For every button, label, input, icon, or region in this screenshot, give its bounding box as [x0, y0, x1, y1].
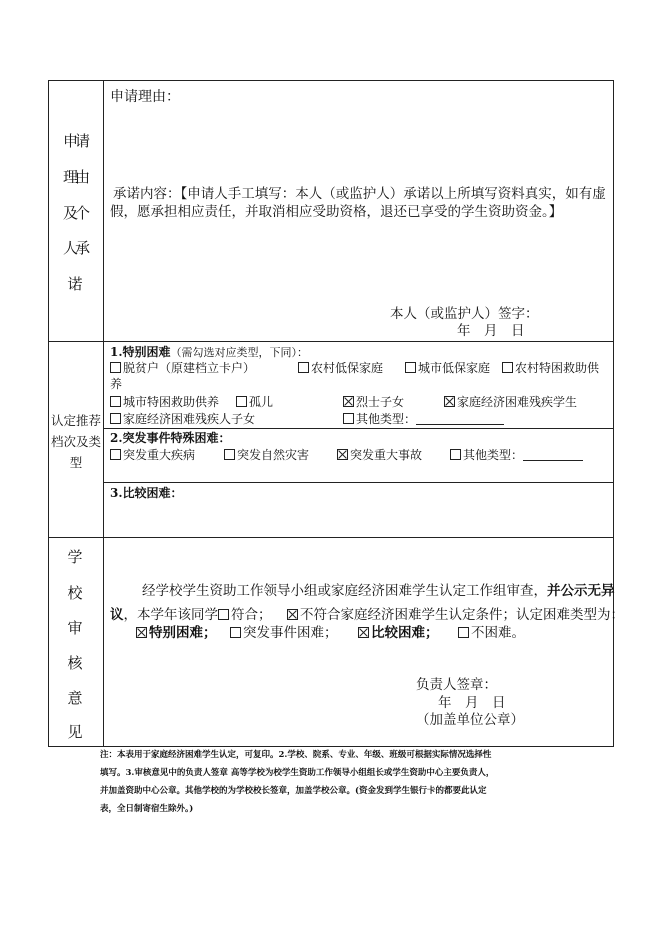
review-type-special[interactable]: 特别困难； [136, 626, 217, 641]
label-char: 见 [67, 723, 83, 741]
option-tuopin[interactable]: 脱贫户（原建档立卡户） [110, 361, 255, 376]
label-char: 及 [62, 204, 78, 222]
checkbox[interactable] [224, 449, 235, 460]
promise-text-line1: 承诺内容：【申请人手工填写：本人（或监护人）承诺以上所填写资料真实，如有虚 [113, 186, 606, 202]
option-urban-dibao[interactable]: 城市低保家庭 [405, 361, 490, 376]
label-char: 校 [67, 584, 83, 602]
label-char: 理 [62, 168, 78, 186]
option-rural-dibao[interactable]: 农村低保家庭 [298, 361, 383, 376]
review-type-relative[interactable]: 比较困难； [358, 626, 439, 641]
checkbox[interactable] [450, 449, 461, 460]
label-char: 审 [67, 619, 83, 637]
checkbox[interactable] [110, 449, 121, 460]
option-rural-tekun-cont: 养 [110, 377, 123, 391]
special-title: 1.特别困难 [110, 345, 171, 359]
row-divider-2b [103, 482, 614, 483]
relative-title: 3.比较困难： [110, 486, 183, 500]
agree-label: 符合； [231, 607, 272, 623]
label-char: 诺 [67, 275, 83, 293]
checkbox-checked[interactable] [444, 396, 455, 407]
label-char: 学 [67, 548, 83, 566]
checkbox-checked[interactable] [337, 449, 348, 460]
checkbox-checked[interactable] [343, 396, 354, 407]
checkbox[interactable] [343, 413, 354, 424]
checkbox[interactable] [110, 413, 121, 424]
checkbox-checked[interactable] [358, 627, 369, 638]
note-line-1: 注：本表用于家庭经济困难学生认定，可复印。2.学校、院系、专业、年级、班级可根据实际情况选择性 [100, 750, 492, 760]
option-disabled-parent[interactable]: 家庭经济困难残疾人子女 [110, 412, 255, 427]
review-sign-label: 负责人签章： [416, 677, 497, 693]
table-top-border [48, 80, 614, 81]
option-orphan[interactable]: 孤儿 [236, 395, 273, 410]
table-right-border [613, 80, 614, 747]
special-title-line [110, 345, 308, 360]
checkbox[interactable] [110, 362, 121, 373]
reason-label: 申请理由： [110, 89, 180, 105]
other-type-field[interactable] [416, 412, 504, 425]
label-char: 由 [75, 168, 91, 186]
checkbox[interactable] [405, 362, 416, 373]
label-char: 申 [62, 132, 78, 150]
option-rural-tekun[interactable]: 农村特困救助供 [502, 361, 599, 376]
checkbox[interactable] [298, 362, 309, 373]
checkbox[interactable] [230, 627, 241, 638]
option-sudden-other[interactable]: 其他类型： [450, 448, 583, 463]
option-sudden-disease[interactable]: 突发重大疾病 [110, 448, 195, 463]
review-date: 年 月 日 [438, 695, 506, 711]
checkbox-checked[interactable] [136, 627, 147, 638]
label-char: 承 [75, 239, 91, 257]
label-char: 请 [75, 132, 91, 150]
agree-checkbox[interactable] [218, 609, 229, 620]
review-line2: 议，本学年该同学 符合； [110, 607, 272, 623]
option-martyr-child[interactable]: 烈士子女 [343, 395, 404, 410]
label-recommend: 认定推荐档次及类型 [50, 413, 101, 470]
special-hint: （需勾选对应类型，下同）： [170, 346, 309, 359]
disagree-option[interactable]: 不符合家庭经济困难学生认定条件；认定困难类型为： [287, 608, 624, 623]
checkbox[interactable] [110, 396, 121, 407]
sudden-other-field[interactable] [523, 448, 583, 461]
option-disabled-student[interactable]: 家庭经济困难残疾学生 [444, 395, 577, 410]
promise-text-line2: 假，愿承担相应责任，并取消相应受助资格，退还已享受的学生资助资金。】 [110, 204, 563, 220]
label-char: 人 [62, 239, 78, 257]
review-seal-label: （加盖单位公章） [416, 712, 524, 728]
row-divider-1 [48, 341, 614, 342]
review-type-none[interactable]: 不困难。 [458, 626, 525, 641]
disagree-checkbox[interactable] [287, 609, 298, 620]
review-type-sudden[interactable]: 突发事件困难； [230, 626, 338, 641]
option-special-other[interactable]: 其他类型： [343, 412, 504, 427]
row-divider-3 [48, 537, 614, 538]
note-line-4: 表，全日制寄宿生除外。) [100, 804, 194, 814]
checkbox[interactable] [502, 362, 513, 373]
option-sudden-disaster[interactable]: 突发自然灾害 [224, 448, 309, 463]
note-line-2: 填写。3.审核意见中的负责人签章 高等学校为校学生资助工作领导小组组长或学生资助中心主要负责人， [100, 768, 495, 778]
sudden-title: 2.突发事件特殊困难： [110, 431, 231, 445]
label-char: 核 [67, 654, 83, 672]
signature-date: 年 月 日 [457, 323, 525, 339]
note-line-3: 并加盖资助中心公章。其他学校的为学校校长签章，加盖学校公章。(资金发到学生银行卡的都要此认定 [100, 786, 487, 796]
review-line1: 经学校学生资助工作领导小组或家庭经济困难学生认定工作组审查，并公示无异 [142, 583, 615, 599]
label-char: 个 [75, 204, 91, 222]
checkbox[interactable] [236, 396, 247, 407]
label-char: 意 [67, 689, 83, 707]
checkbox[interactable] [458, 627, 469, 638]
option-urban-tekun[interactable]: 城市特困救助供养 [110, 395, 219, 410]
signature-label: 本人（或监护人）签字： [390, 306, 539, 322]
option-sudden-accident[interactable]: 突发重大事故 [337, 448, 422, 463]
row-divider-2a [103, 428, 614, 429]
